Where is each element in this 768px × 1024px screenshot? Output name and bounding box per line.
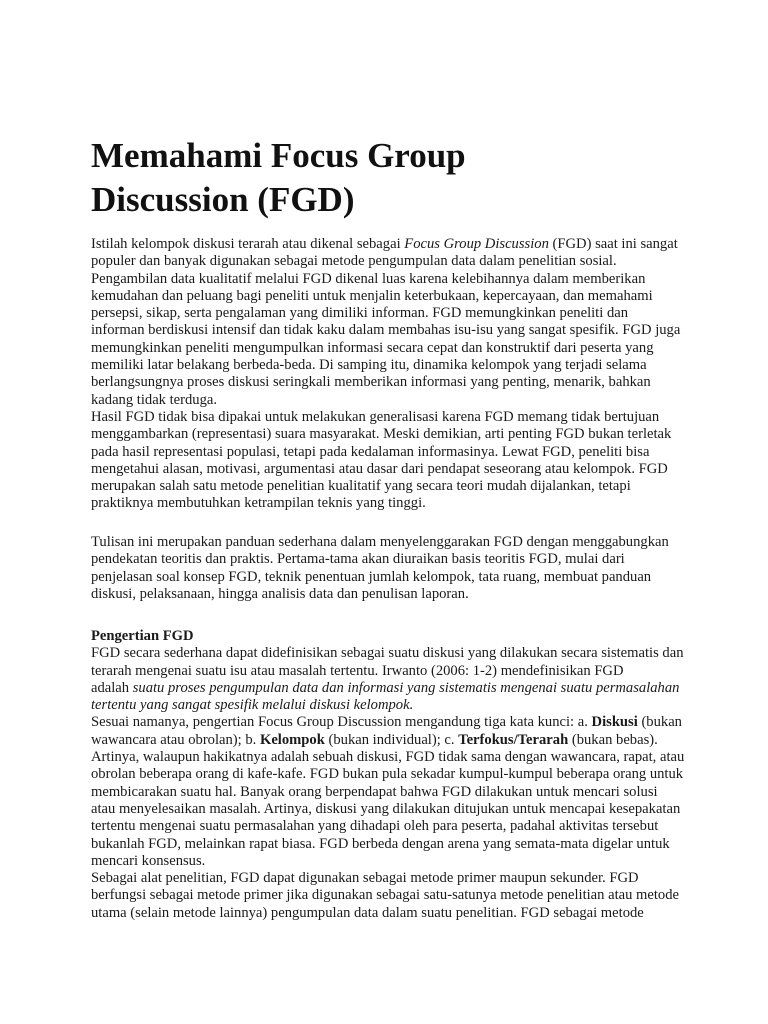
text-line: terarah mengenai suatu isu atau masalah tertentu. Irwanto (2006: 1-2) mendefinisikan FGD: [91, 662, 624, 679]
text-line: informan berdiskusi intensif dan tidak kaku dalam membahas isu-isu yang sangat spesifik. FGD juga: [91, 322, 681, 339]
text-line: mencari konsensus.: [91, 852, 206, 869]
text-line: memungkinkan peneliti mengumpulkan informasi secara cepat dan konstruktif dari peserta yang: [91, 339, 654, 356]
text-line: pendekatan teoritis dan praktis. Pertama-tama akan diuraikan basis teoritis FGD, mulai dari: [91, 551, 625, 568]
text-line: Tulisan ini merupakan panduan sederhana dalam menyelenggarakan FGD dengan menggabungkan: [91, 534, 669, 550]
text-line: Sesuai namanya, pengertian Focus Group Discussion mengandung tiga kata kunci: a. Diskusi (bukan: [91, 714, 682, 731]
text-line: berlangsungnya proses diskusi seringkali memberikan informasi yang penting, menarik, bahkan: [91, 374, 651, 391]
text-line: mengetahui alasan, motivasi, argumentasi atau dasar dari pendapat seseorang atau kelompok. FGD: [91, 460, 668, 477]
text-line: tertentu mengenai suatu permasalahan yang dihadapi oleh para peserta, padahal aktivitas tersebut: [91, 818, 659, 835]
definition-section: [91, 628, 687, 922]
text-line: diskusi, pelaksanaan, hingga analisis data dan penulisan laporan.: [91, 585, 469, 602]
text-line: populer dan banyak digunakan sebagai metode pengumpulan data dalam penelitian sosial.: [91, 253, 617, 270]
text-line: persepsi, sikap, serta pengalaman yang dimiliki informan. FGD memungkinkan peneliti dan: [91, 305, 629, 322]
text-line: pada hasil representasi populasi, tetapi pada kedalaman informasinya. Lewat FGD, peneliti bisa: [91, 443, 650, 460]
text-line: Artinya, walaupun hakikatnya adalah sebuah diskusi, FGD tidak sama dengan wawancara, rapat, atau: [91, 749, 685, 766]
text-line: merupakan salah satu metode penelitian kualitatif yang secara teori mudah dijalankan, tetapi: [91, 478, 631, 495]
intro-paragraph: [91, 236, 687, 513]
text-line: kadang tidak terduga.: [91, 391, 218, 408]
text-line: Sebagai alat penelitian, FGD dapat digunakan sebagai metode primer maupun sekunder. FGD: [91, 870, 639, 887]
text-line: bukanlah FGD, melainkan rapat biasa. FGD berbeda dengan arena yang semata-mata digelar untuk: [91, 835, 670, 852]
text-line: kemudahan dan peluang bagi peneliti untuk menjalin keterbukaan, kepercayaan, dan memahami: [91, 287, 653, 304]
text-line: memiliki latar belakang berbeda-beda. Di samping itu, dinamika kelompok yang terjadi selama: [91, 357, 647, 374]
text-line: tertentu yang sangat spesifik melalui diskusi kelompok.: [91, 697, 414, 714]
text-line: adalah suatu proses pengumpulan data dan informasi yang sistematis mengenai suatu permasalahan: [91, 679, 680, 696]
text-line: membicarakan suatu hal. Banyak orang berpendapat bahwa FGD dilakukan untuk mencari solusi: [91, 783, 658, 800]
text-line: berfungsi sebagai metode primer jika digunakan sebagai satu-satunya metode penelitian atau metode: [91, 887, 680, 904]
text-line: wawancara atau obrolan); b. Kelompok (bukan individual); c. Terfokus/Terarah (bukan bebas).: [91, 731, 658, 748]
text-line: praktiknya membutuhkan ketrampilan teknis yang tinggi.: [91, 495, 426, 512]
title-line-1: Memahami Focus Group: [91, 136, 466, 175]
text-line: menggambarkan (representasi) suara masyarakat. Meski demikian, arti penting FGD bukan terletak: [91, 426, 672, 443]
title-line-2: Discussion (FGD): [91, 180, 355, 219]
text-line: Istilah kelompok diskusi terarah atau dikenal sebagai Focus Group Discussion (FGD) saat ini sangat: [91, 236, 678, 252]
page-title: [91, 134, 651, 222]
text-line: Pengambilan data kualitatif melalui FGD dikenal luas karena kelebihannya dalam memberikan: [91, 270, 646, 287]
text-line: FGD secara sederhana dapat didefinisikan sebagai suatu diskusi yang dilakukan secara sistematis dan: [91, 645, 684, 662]
text-line: utama (selain metode lainnya) pengumpulan data dalam suatu penelitian. FGD sebagai metode: [91, 904, 644, 921]
text-line: obrolan beberapa orang di kafe-kafe. FGD bukan pula sekadar kumpul-kumpul beberapa orang untuk: [91, 766, 684, 783]
text-line: Hasil FGD tidak bisa dipakai untuk melakukan generalisasi karena FGD memang tidak bertujuan: [91, 408, 660, 425]
text-line: atau menyelesaikan masalah. Artinya, diskusi yang dilakukan ditujukan untuk mencapai kesepakatan: [91, 800, 681, 817]
section-heading: Pengertian FGD: [91, 628, 194, 644]
text-line: penjelasan soal konsep FGD, teknik penentuan jumlah kelompok, tata ruang, membuat panduan: [91, 568, 652, 585]
guide-paragraph: [91, 534, 687, 603]
